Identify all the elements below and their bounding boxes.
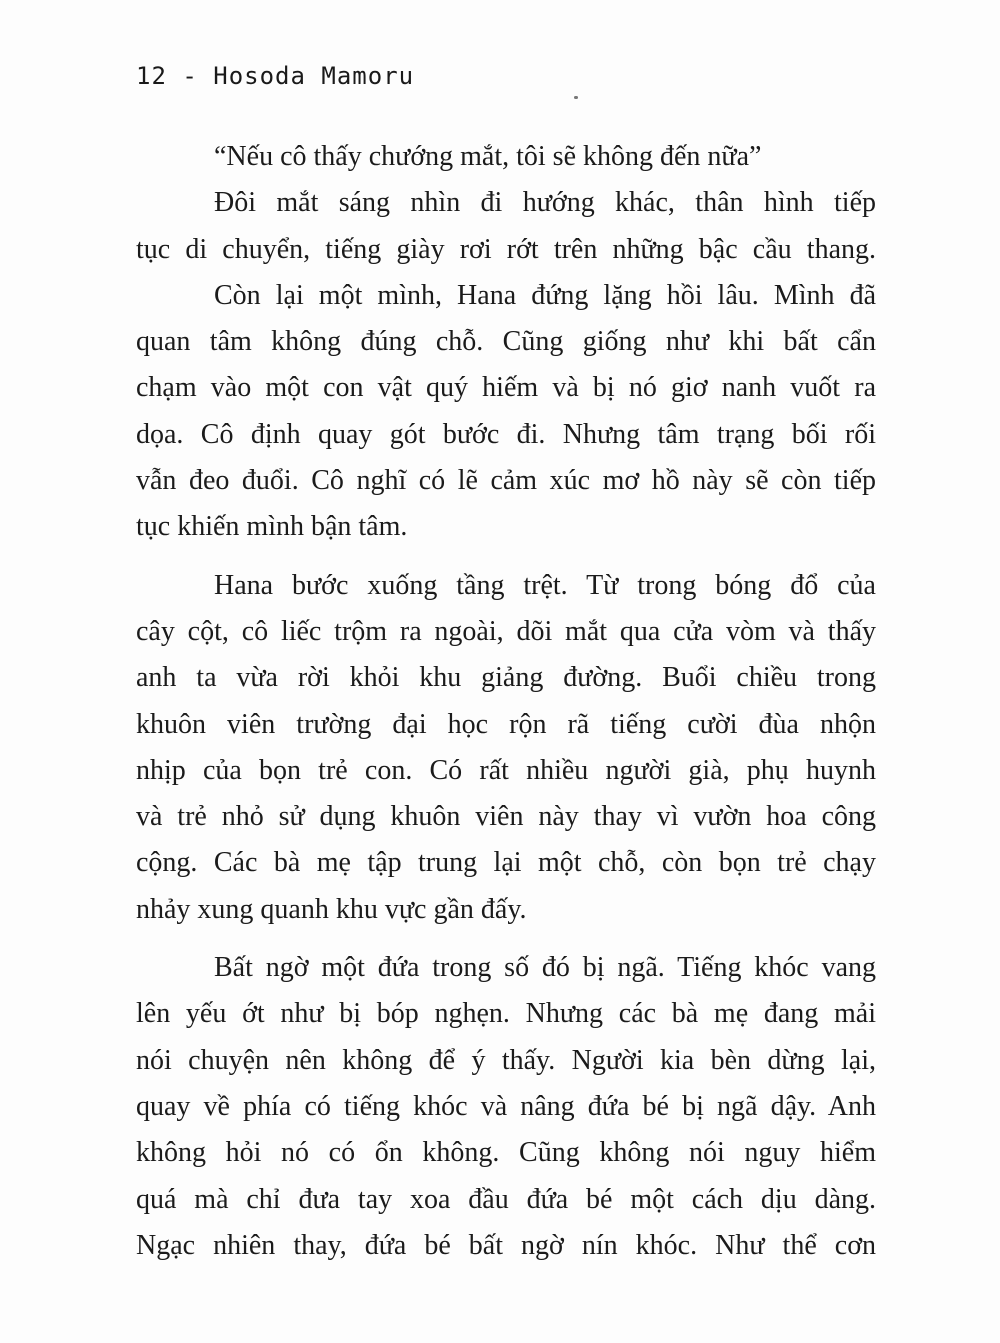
text-line: Ngạc nhiên thay, đứa bé bất ngờ nín khóc. Như thể cơn xyxy=(136,1229,876,1261)
text-line: Còn lại một mình, Hana đứng lặng hồi lâu. Mình đã xyxy=(214,279,876,311)
text-line: anh ta vừa rời khỏi khu giảng đường. Buổi chiều trong xyxy=(136,662,876,694)
text-line: Bất ngờ một đứa trong số đó bị ngã. Tiếng khóc vang xyxy=(214,952,876,984)
text-line: Đôi mắt sáng nhìn đi hướng khác, thân hình tiếp xyxy=(214,187,876,219)
text-line: quan tâm không đúng chỗ. Cũng giống như khi bất cẩn xyxy=(136,326,876,358)
text-line: lên yếu ớt như bị bóp nghẹn. Nhưng các bà mẹ đang mải xyxy=(136,998,876,1030)
text-line: quá mà chỉ đưa tay xoa đầu đứa bé một cách dịu dàng. xyxy=(136,1183,876,1215)
text-line: dọa. Cô định quay gót bước đi. Nhưng tâm trạng bối rối xyxy=(136,418,876,450)
running-head: 12 - Hosoda Mamoru xyxy=(136,62,415,90)
text-line: nói chuyện nên không để ý thấy. Người kia bèn dừng lại, xyxy=(136,1044,876,1076)
text-line: “Nếu cô thấy chướng mắt, tôi sẽ không đến nữa” xyxy=(214,141,762,172)
text-line: vẫn đeo đuổi. Cô nghĩ có lẽ cảm xúc mơ hồ này sẽ còn tiếp xyxy=(136,465,876,497)
text-line: cộng. Các bà mẹ tập trung lại một chỗ, còn bọn trẻ chạy xyxy=(136,847,876,879)
text-line: cây cột, cô liếc trộm ra ngoài, dõi mắt qua cửa vòm và thấy xyxy=(136,615,876,647)
text-line: tục di chuyển, tiếng giày rơi rớt trên những bậc cầu thang. xyxy=(136,233,876,265)
text-line: chạm vào một con vật quý hiếm và bị nó giơ nanh vuốt ra xyxy=(136,372,876,404)
text-line: không hỏi nó có ổn không. Cũng không nói nguy hiểm xyxy=(136,1137,876,1169)
paragraph-1 xyxy=(136,134,876,180)
paragraph-4 xyxy=(136,563,876,933)
text-line: quay về phía có tiếng khóc và nâng đứa bé bị ngã dậy. Anh xyxy=(136,1090,876,1122)
paragraph-3 xyxy=(136,273,876,551)
text-line: và trẻ nhỏ sử dụng khuôn viên này thay vì vườn hoa công xyxy=(136,801,876,833)
text-line: Hana bước xuống tầng trệt. Từ trong bóng đổ của xyxy=(214,569,876,601)
paragraph-2 xyxy=(136,180,876,273)
ink-speck xyxy=(574,96,578,99)
paragraph-5 xyxy=(136,945,876,1269)
text-line: nhịp của bọn trẻ con. Có rất nhiều người già, phụ huynh xyxy=(136,754,876,786)
text-line: khuôn viên trường đại học rộn rã tiếng cười đùa nhộn xyxy=(136,708,876,740)
text-line: nhảy xung quanh khu vực gần đấy. xyxy=(136,893,527,925)
text-line: tục khiến mình bận tâm. xyxy=(136,511,408,543)
body-text xyxy=(136,134,876,1269)
